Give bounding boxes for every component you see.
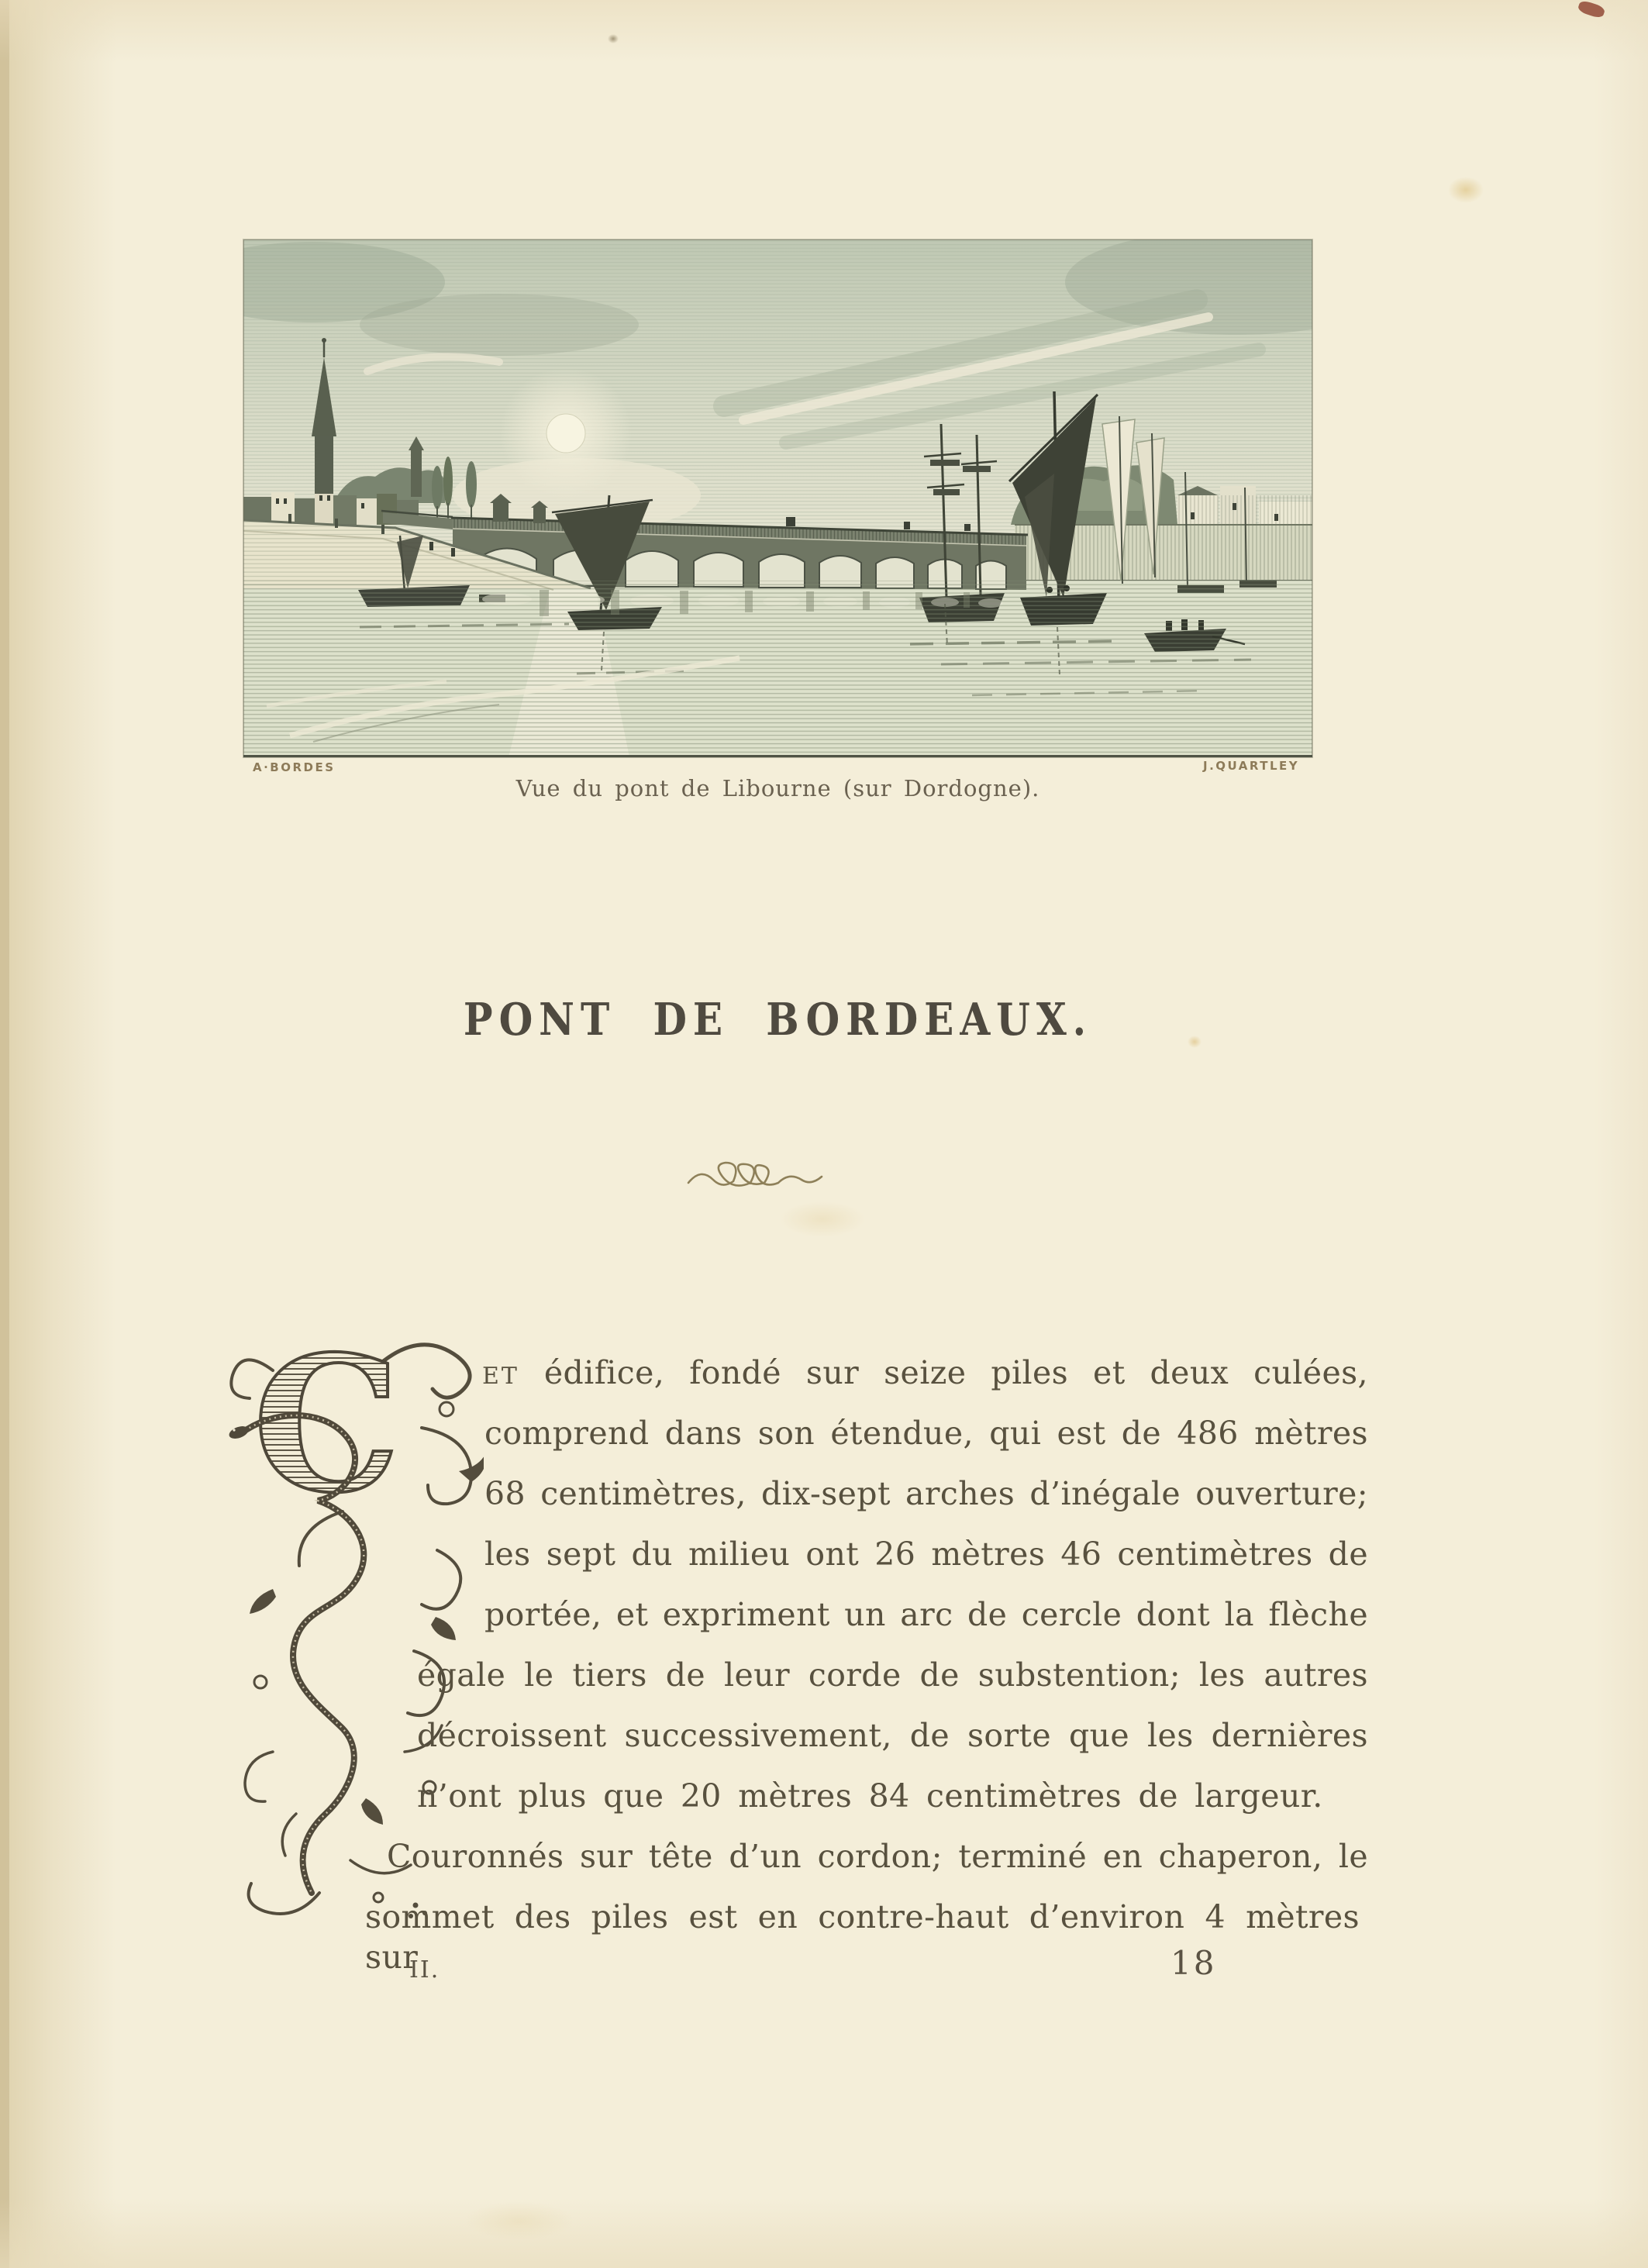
body-line-5: portée, et expriment un arc de cercle dont la flèche (484, 1596, 1368, 1633)
body-line-3: 68 centimètres, dix-sept arches d’inégale ouverture; (484, 1475, 1368, 1512)
flourish-divider (685, 1158, 865, 1198)
page-right-shadow (1594, 0, 1648, 2268)
body-line-4: les sept du milieu ont 26 mètres 46 centimètres de (484, 1536, 1368, 1573)
foxing-spot (780, 1201, 865, 1237)
foxing-spot (465, 2201, 574, 2240)
chapter-title: PONT DE BORDEAUX. (463, 994, 1093, 1046)
footer-signature-mark: 18 (1170, 1944, 1217, 1982)
page-top-shadow (0, 0, 1648, 62)
page-bottom-shadow (0, 2198, 1648, 2268)
body-line-9: Couronnés sur tête d’un cordon; terminé en chaperon, le (387, 1838, 1368, 1875)
red-edge-mark (1577, 0, 1605, 19)
plate-caption: Vue du pont de Libourne (sur Dordogne). (515, 775, 1040, 801)
sun (500, 367, 632, 499)
body-line-2: comprend dans son étendue, qui est de 486 mètres (484, 1415, 1368, 1452)
ink-speck (608, 34, 619, 43)
drop-cap-letter: C (253, 1318, 402, 1534)
water-reflections (243, 581, 1312, 757)
body-line-7: décroissent successivement, de sorte que les dernières (417, 1717, 1368, 1754)
engraver-credit-left: A·BORDES (253, 760, 336, 774)
body-line-1 (482, 1353, 1368, 1397)
lead-in-caps: ET (482, 1363, 519, 1390)
body-line-8: n’ont plus que 20 mètres 84 centimètres de largeur. (417, 1777, 1323, 1815)
body-line-1-text: édifice, fondé sur seize piles et deux culées, (543, 1354, 1368, 1391)
foxing-spot (1448, 177, 1484, 203)
engraving-plate (243, 240, 1312, 757)
engraving-art (243, 240, 1312, 757)
engraver-credit-right: J.QUARTLEY (1203, 759, 1300, 773)
page-left-edge (0, 0, 9, 2268)
footer-volume-mark: II. (409, 1956, 440, 1984)
flourish-divider-art (685, 1158, 865, 1198)
body-line-10: sommet des piles est en contre-haut d’environ 4 mètres sur (365, 1898, 1360, 1976)
body-line-6: égale le tiers de leur corde de substention; les autres (417, 1656, 1368, 1694)
page-left-shadow (0, 0, 116, 2268)
